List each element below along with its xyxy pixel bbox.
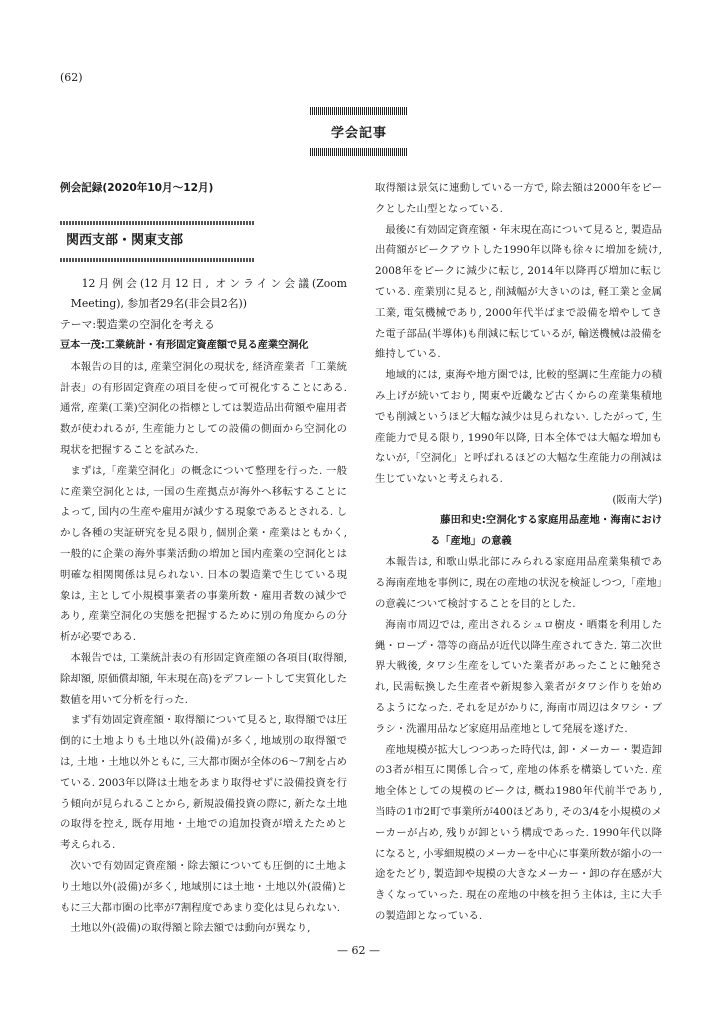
meeting-info: 12月例会(12月12日, オンライン会議(Zoom Meeting), 参加者29名(非会員2名)) <box>70 276 347 311</box>
paragraph: 最後に有効固定資産額・年末現在高について見ると, 製造品出荷額がピークアウトした1990年以降も徐々に増加を続け, 2008年をピークに減少に転じ, 2014年以降再び増加に転じている. 産業別に見ると, 削減幅が大きいのは, 軽工業と金属工業, 電気機械であり, 2000年代半ばまで設備を増やしてきた電子部品(半導体)も削減に転じているが, 輸送機械は設備を維持している. <box>375 223 662 361</box>
left-column <box>60 178 347 939</box>
paragraph: 取得額は景気に連動している一方で, 除去額は2000年をピークとした山型となっている. <box>375 182 662 215</box>
speaker-affiliation: (阪南大学) <box>612 493 662 506</box>
section-title: 関西支部・関東支部 <box>66 232 184 248</box>
paragraph: 海南市周辺では, 産出されるシュロ樹皮・晒棗を利用した縄・ロープ・箒等の商品が近代以降生産されてきた. 第二次世界大戦後, タワシ生産をしていた業者があったことに触発され, 民需転換した生産者や新規参入業者がタワシ作りを始めるようになった. それを足がかりに, 海南市周辺はタワシ・ブラシ・洗濯用品など家庭用品産地として発展を遂げた. <box>375 618 662 735</box>
paragraph: 本報告の目的は, 産業空洞化の現状を, 経済産業者「工業統計表」の有形固定資産の項目を使って可視化することにある. 通常, 産業(工業)空洞化の指標としては製造品出荷額や雇用者数が使われるが, 生産能力としての設備の側面から空洞化の現状を把握することを試みた. <box>60 360 347 456</box>
meeting-theme: テーマ:製造業の空洞化を考える <box>60 318 215 332</box>
page-label: (62) <box>60 71 83 84</box>
paragraph: 産地規模が拡大しつつあった時代は, 卸・メーカー・製造卸の3者が相互に関係し合って, 産地の体系を構築していた. 産地全体としての規模のピークは, 概ね1980年代前半であり, 当時の1市2町で事業所が400ほどあり, その3/4を小規模のメーカーが占め, 残りが卸という構成であった. 1990年代以降になると, 小零細規模のメーカーを中心に事業所数が縮小の一途をたどり, 製造卸や規模の大きなメーカー・卸の存在感が大きくなっていった. 現在の産地の中核を担う主体は, 主に大手の製造卸となっている. <box>375 743 662 922</box>
paragraph: 本報告では, 工業統計表の有形固定資産額の各項目(取得額, 除却額, 原価償却額, 年末現在高)をデフレートして実質化した数値を用いて分析を行った. <box>60 651 348 706</box>
paragraph: まず有効固定資産額・取得額について見ると, 取得額では圧倒的に土地よりも土地以外(設備)が多く, 地域別の取得額では, 土地・土地以外ともに, 三大都市圏が全体の6～7割を占めている. 2003年以降は土地をあまり取得せずに設備投資を行う傾向が見られることから, 新規設備投資の際に, 新たな土地の取得を控え, 既存用地・土地での追加投資が増えたためと考えられる. <box>60 714 347 852</box>
paragraph: 次いで有効固定資産額・除去額についても圧倒的に土地より土地以外(設備)が多く, 地域別には土地・土地以外(設備)ともに三大都市圏の比率が7割程度であまり変化は見られない. <box>60 859 347 914</box>
section-banner <box>310 107 408 156</box>
page-number: — 62 — <box>337 944 380 957</box>
section-bottom-rule <box>60 258 255 262</box>
paragraph: 地域的には, 東海や地方圏では, 比較的堅調に生産能力の積み上げが続いており, 関東や近畿など古くからの産業集積地でも削減というほど大幅な減少は見られない. したがって, 生産能力で見る限り, 1990年以降, 日本全体では大幅な増加もないが,「空洞化」と呼ばれるほどの大幅な生産能力の削減は生じていないと考えられる. <box>375 369 662 486</box>
speaker-title: 豆本一茂:工業統計・有形固定資産額で見る産業空洞化 <box>60 339 309 351</box>
branch-section <box>60 221 255 262</box>
banner-top-rule <box>310 107 408 115</box>
speaker-title: 藤田和史:空洞化する家庭用品産地・海南における「産地」の意義 <box>430 514 662 547</box>
report-heading: 例会記録(2020年10月～12月) <box>60 182 214 194</box>
paragraph: 本報告は, 和歌山県北部にみられる家庭用品産業集積である海南産地を事例に, 現在の産地の状況を検証しつつ,「産地」の意義について検討することを目的とした. <box>375 556 662 610</box>
paragraph: まずは,「産業空洞化」の概念について整理を行った. 一般に産業空洞化とは, 一国の生産拠点が海外へ移転することによって, 国内の生産や雇用が減少する現象であるとされる. しかし各種の実証研究を見る限り, 個別企業・産業はともかく, 一般的に企業の海外事業活動の増加と国内産業の空洞化とは明確な相関関係は見られない. 日本の製造業で生じている現象は, 主として小規模事業者の事業所数・雇用者数の減少であり, 産業空洞化の実態を把握するために別の角度からの分析が必要である. <box>60 464 347 644</box>
banner-bottom-rule <box>310 148 408 156</box>
banner-title: 学会記事 <box>330 126 387 141</box>
paragraph: 土地以外(設備)の取得額と除去額では動向が異なり, <box>70 922 311 935</box>
right-column <box>375 178 662 927</box>
